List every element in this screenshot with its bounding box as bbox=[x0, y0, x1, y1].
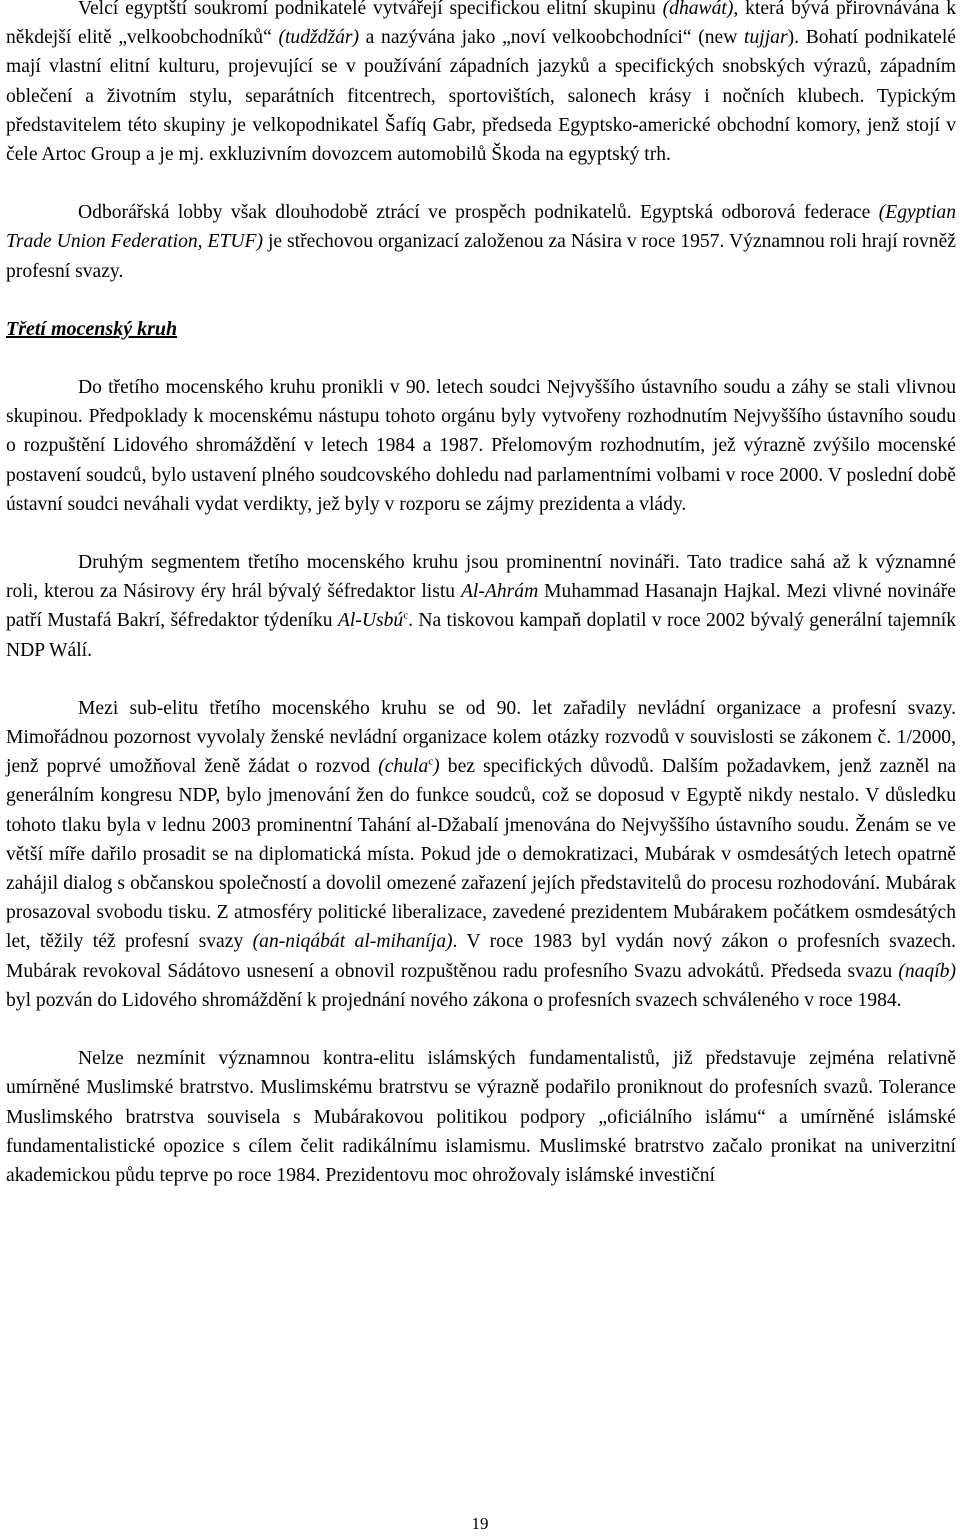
superscript-text: c bbox=[403, 609, 409, 622]
section-heading: Třetí mocenský kruh bbox=[6, 317, 178, 340]
text-run: Mezi sub-elitu třetího mocenského kruhu se od 90. let zařadily nevládní organizace a profesní svazy. Mimořádnou pozornost vyvolaly ženské nevládní organizace kolem otázky rozvodů v souvislosti se zákonem č. 1/2000, jenž poprvé umožňoval ženě žádat o rozvod bbox=[6, 697, 956, 778]
text-run: , která bývá přirovnávána k někdejší elitě „velkoobchodníků“ bbox=[6, 0, 956, 49]
italic-term: (Egyptian Trade Union Federation, ETUF) bbox=[6, 202, 956, 253]
italic-term: (chula bbox=[378, 756, 429, 778]
text-run: Odborářská lobby však dlouhodobě ztrácí ve prospěch podnikatelů. Egyptská odborová federace bbox=[78, 202, 879, 224]
italic-term: (naqíb) bbox=[898, 960, 956, 982]
text-run: Velcí egyptští soukromí podnikatelé vytvářejí specifickou elitní skupinu bbox=[78, 0, 663, 19]
text-run: Nelze nezmínit významnou kontra-elitu islámských fundamentalistů, již představuje zejména relativně umírněné Muslimské bratrstvo. Muslimskému bratrstvu se výrazně podařilo proniknout do profesních svazů. Tolerance Muslimského bratrstva souvisela s Mubárakovou politikou podpory „oficiálního islámu“ a umírněné islámské fundamentalistické opozice s cílem čelit radikálnímu islamismu. Muslimské bratrstvo začalo pronikat na univerzitní akademickou půdu teprve po roce 1984. Prezidentovu moc ohrožovaly islámské investiční bbox=[6, 1048, 956, 1186]
text-run: Do třetího mocenského kruhu pronikli v 90. letech soudci Nejvyššího ústavního soudu a záhy se stali vlivnou skupinou. Předpoklady k mocenskému nástupu tohoto orgánu byly vytvořeny rozhodnutím Nejvyššího ústavního soudu o rozpuštění Lidového shromáždění v letech 1984 a 1987. Přelomovým rozhodnutím, jež výrazně zvýšilo mocenské postavení soudců, bylo ustavení plného soudcovského dohledu nad parlamentními volbami v roce 2000. V poslední době ústavní soudci neváhali vydat verdikty, jež byly v rozporu se zájmy prezidenta a vlády. bbox=[6, 377, 956, 515]
paragraph bbox=[6, 373, 956, 519]
text-run: . Na tiskovou kampaň doplatil v roce 2002 bývalý generální tajemník NDP Wálí. bbox=[6, 610, 956, 661]
text-run: je střechovou organizací založenou za Násira v roce 1957. Významnou roli hrají rovněž profesní svazy. bbox=[6, 231, 956, 282]
italic-term: (dhawát) bbox=[662, 0, 734, 19]
paragraph bbox=[6, 694, 956, 1015]
paragraph bbox=[6, 1044, 956, 1190]
italic-term: Al-Usbú bbox=[337, 610, 404, 632]
italic-term: tujjar bbox=[744, 27, 788, 49]
paragraph bbox=[6, 0, 956, 169]
page-number: 19 bbox=[471, 1514, 489, 1533]
paragraph bbox=[6, 198, 956, 286]
text-run: byl pozván do Lidového shromáždění k projednání nového zákona o profesních svazech schváleného v roce 1984. bbox=[6, 989, 902, 1011]
text-run: Druhým segmentem třetího mocenského kruhu jsou prominentní novináři. Tato tradice sahá až k významné roli, kterou za Násirovy éry hrál bývalý šéfredaktor listu bbox=[6, 552, 956, 603]
text-run: ). Bohatí podnikatelé mají vlastní elitní kulturu, projevující se v používání západních jazyků a specifických snobských výrazů, západním oblečení a životním stylu, separátních fitcentrech, sportovištích, salonech krásy i nočních klubech. Typickým představitelem této skupiny je velkopodnikatel Šafíq Gabr, předseda Egyptsko-americké obchodní komory, jenž stojí v čele Artoc Group a je mj. exkluzivním dovozcem automobilů Škoda na egyptský trh. bbox=[6, 27, 957, 166]
text-run: Muhammad Hasanajn Hajkal. Mezi vlivné novináře patří Mustafá Bakrí, šéfredaktor týdeníku bbox=[6, 581, 957, 632]
italic-term: Al-Ahrám bbox=[460, 581, 539, 603]
text-run: a nazývána jako „noví velkoobchodníci“ (new bbox=[359, 27, 745, 49]
italic-term: (tudždžár) bbox=[278, 27, 360, 49]
italic-term: ) bbox=[433, 756, 440, 778]
superscript-text: c bbox=[428, 755, 434, 768]
document-body bbox=[6, 0, 956, 1190]
text-run: . V roce 1983 byl vydán nový zákon o profesních svazech. Mubárak revokoval Sádátovo usnesení a obnovil rozpuštěnou radu profesního Svazu advokátů. Předseda svazu bbox=[6, 931, 956, 982]
italic-term: (an-niqábát al-mihaníja) bbox=[252, 931, 453, 953]
text-run: bez specifických důvodů. Dalším požadavkem, jenž zazněl na generálním kongresu NDP, bylo jmenování žen do funkce soudců, což se doposud v Egyptě nikdy nestalo. V důsledku tohoto tlaku byla v lednu 2003 prominentní Tahání al-Džabalí jmenována do Nejvyššího ústavního soudu. Ženám se ve větší míře dařilo prosadit se na diplomatická místa. Pokud jde o demokratizaci, Mubárak v osmdesátých letech opatrně zahájil dialog s občanskou společností a dovolil omezené zařazení jejích představitelů do procesu rozhodování. Mubárak prosazoval svobodu tisku. Z atmosféry politické liberalizace, zavedené prezidentem Mubárakem počátkem osmdesátých let, těžily též profesní svazy bbox=[6, 756, 956, 953]
paragraph bbox=[6, 548, 956, 665]
